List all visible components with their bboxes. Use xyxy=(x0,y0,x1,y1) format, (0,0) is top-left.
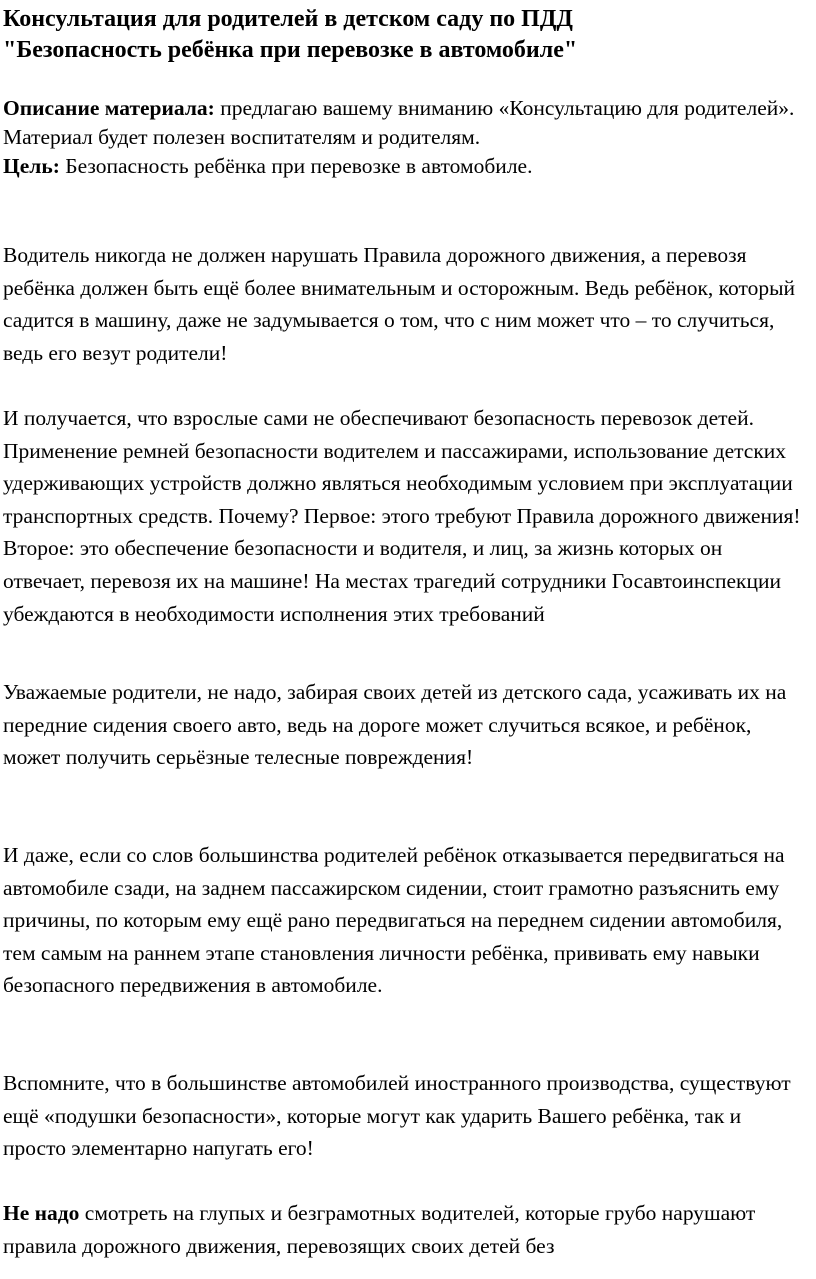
document-title xyxy=(3,4,803,66)
body-paragraph: И получается, что взрослые сами не обеспечивают безопасность перевозок детей. Применение ремней безопасности водителем и пассажирами, использование детских удерживающих устройств должно являться необходимым условием при эксплуатации транспортных средств. Почему? Первое: этого требуют Правила дорожного движения! Второе: это обеспечение безопасности и водителя, и лиц, за жизнь которых он отвечает, перевозя их на машине! На местах трагедий сотрудники Госавтоинспекции убеждаются в необходимости исполнения этих требований xyxy=(3,406,801,626)
description-paragraph xyxy=(3,94,803,152)
body-paragraph: Уважаемые родители, не надо, забирая своих детей из детского сада, усаживать их на передние сидения своего авто, ведь на дороге может случиться всякое, и ребёнок, может получить серьёзные телесные повреждения! xyxy=(3,680,787,770)
description-text: предлагаю вашему вниманию «Консультацию для родителей». Материал будет полезен воспитателям и родителям. xyxy=(3,96,795,149)
paragraph-block-6 xyxy=(3,1197,803,1262)
title-line-1: Консультация для родителей в детском саду по ПДД xyxy=(3,6,573,32)
paragraph-block-3 xyxy=(3,676,803,774)
description-label: Описание материала: xyxy=(3,96,215,120)
emphasis-label: Не надо xyxy=(3,1201,80,1225)
body-paragraph: Вспомните, что в большинстве автомобилей иностранного производства, существуют ещё «подушки безопасности», которые могут как ударить Вашего ребёнка, так и просто элементарно напугать его! xyxy=(3,1071,791,1161)
paragraph-block-1 xyxy=(3,239,803,369)
goal-paragraph xyxy=(3,152,803,181)
goal-text: Безопасность ребёнка при перевозке в автомобиле. xyxy=(59,154,533,178)
paragraph-block-2 xyxy=(3,402,803,630)
goal-label: Цель: xyxy=(3,154,60,178)
body-paragraph xyxy=(3,1197,803,1262)
paragraph-block-4 xyxy=(3,839,803,1002)
body-paragraph-text: смотреть на глупых и безграмотных водителей, которые грубо нарушают правила дорожного движения, перевозящих своих детей без xyxy=(3,1201,756,1258)
paragraph-block-5 xyxy=(3,1067,803,1165)
title-line-2: "Безопасность ребёнка при перевозке в автомобиле" xyxy=(3,37,578,63)
body-paragraph: Водитель никогда не должен нарушать Правила дорожного движения, а перевозя ребёнка должен быть ещё более внимательным и осторожным. Ведь ребёнок, который садится в машину, даже не задумывается о том, что с ним может что – то случиться, ведь его везут родители! xyxy=(3,243,796,365)
material-info xyxy=(3,94,803,181)
body-paragraph: И даже, если со слов большинства родителей ребёнок отказывается передвигаться на автомобиле сзади, на заднем пассажирском сидении, стоит грамотно разъяснить ему причины, по которым ему ещё рано передвигаться на переднем сидении автомобиля, тем самым на раннем этапе становления личности ребёнка, прививать ему навыки безопасного передвижения в автомобиле. xyxy=(3,843,785,998)
